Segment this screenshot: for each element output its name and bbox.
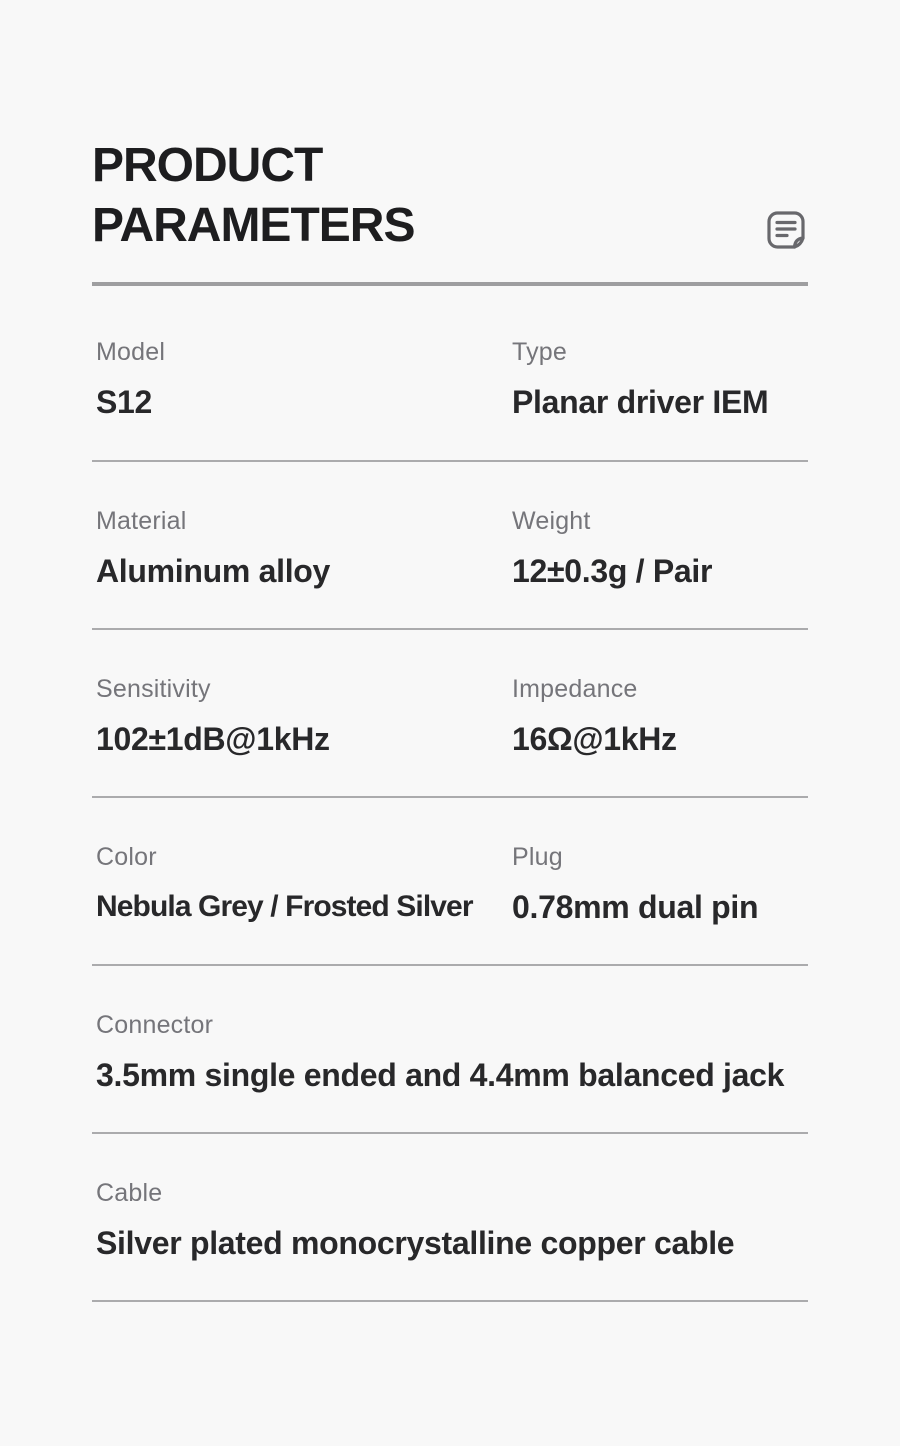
spec-label: Model (96, 338, 166, 366)
spec-value: 3.5mm single ended and 4.4mm balanced jack (96, 1057, 785, 1093)
spec-label: Plug (512, 843, 563, 871)
spec-value: 16Ω@1kHz (512, 721, 677, 757)
spec-cell-connector (92, 1010, 808, 1094)
note-icon (766, 210, 806, 250)
spec-value: Nebula Grey / Frosted Silver (96, 890, 473, 923)
spec-value: 12±0.3g / Pair (512, 553, 713, 589)
spec-label: Impedance (512, 675, 638, 703)
spec-value: S12 (96, 384, 153, 420)
spec-value: Aluminum alloy (96, 553, 331, 589)
spec-value: 102±1dB@1kHz (96, 721, 330, 757)
spec-row-connector (92, 966, 808, 1134)
spec-cell-color (92, 842, 508, 926)
spec-row-model-type (92, 286, 808, 462)
spec-value: Planar driver IEM (512, 384, 769, 420)
spec-value: Silver plated monocrystalline copper cable (96, 1225, 735, 1261)
spec-label: Weight (512, 507, 591, 535)
spec-cell-sensitivity (92, 674, 508, 758)
spec-cell-weight (508, 506, 808, 590)
spec-value: 0.78mm dual pin (512, 889, 759, 925)
spec-label: Type (512, 338, 567, 366)
page-title: PRODUCT PARAMETERS (92, 139, 415, 252)
spec-cell-material (92, 506, 508, 590)
spec-label: Connector (96, 1011, 214, 1039)
spec-label: Color (96, 843, 157, 871)
spec-label: Sensitivity (96, 675, 211, 703)
spec-cell-cable (92, 1178, 808, 1262)
spec-label: Material (96, 507, 187, 535)
spec-row-color-plug (92, 798, 808, 966)
header (92, 136, 808, 256)
spec-label: Cable (96, 1179, 163, 1207)
spec-cell-impedance (508, 674, 808, 758)
spec-row-sensitivity-impedance (92, 630, 808, 798)
spec-cell-type (508, 337, 808, 421)
spec-cell-plug (508, 842, 808, 926)
spec-row-cable (92, 1134, 808, 1302)
spec-cell-model (92, 337, 508, 421)
spec-row-material-weight (92, 462, 808, 630)
